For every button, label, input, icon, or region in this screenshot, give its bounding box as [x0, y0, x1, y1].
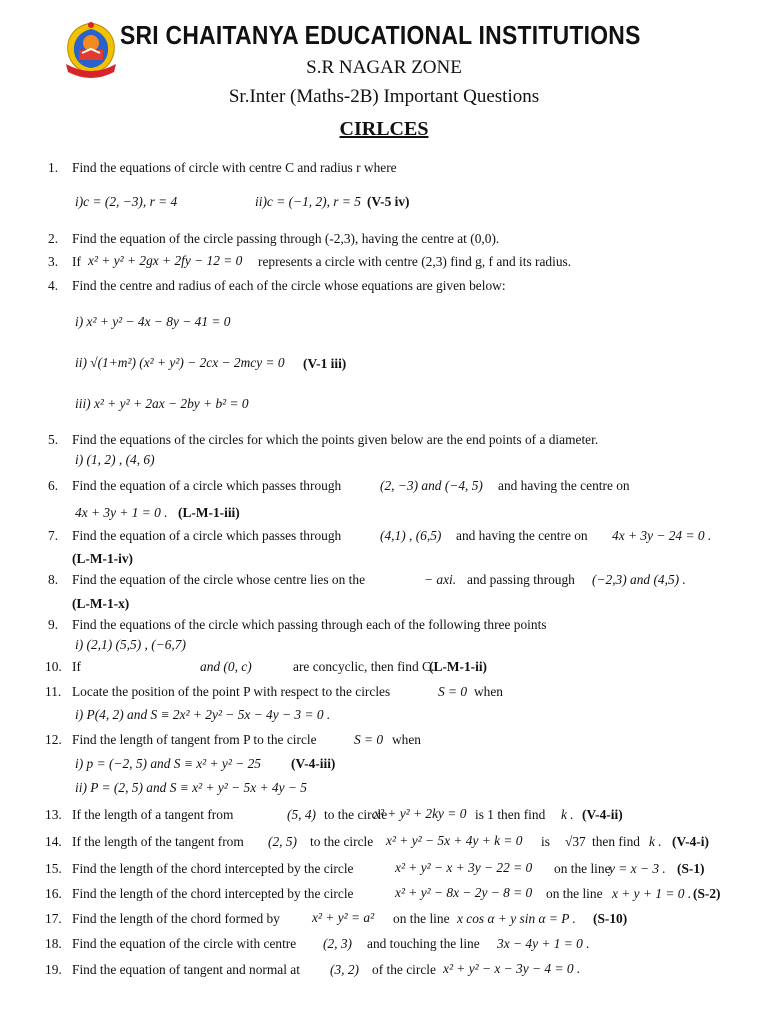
question-tag: (S-1) — [677, 861, 705, 876]
question-math: and (0, c) — [200, 659, 252, 674]
question-math: x² + y² − x + 3y − 22 = 0 — [395, 860, 533, 875]
question-text: and having the centre on — [456, 528, 588, 543]
question-number: 9. — [48, 617, 59, 632]
question-number: 2. — [48, 231, 59, 246]
question-math: x² + y² + 2ky = 0 — [374, 806, 467, 821]
question-text: Find the equations of the circle which passing through each of the following three points — [72, 617, 547, 632]
question-math: x² + y² − x − 3y − 4 = 0 . — [443, 961, 581, 976]
question-text: is 1 then find — [475, 807, 546, 822]
question-text: If the length of the tangent from — [72, 834, 244, 849]
question-math: 3x − 4y + 1 = 0 . — [497, 936, 590, 951]
question-math: − axi. — [424, 572, 457, 587]
question-text: Find the equation of the circle whose centre lies on the — [72, 572, 366, 587]
question-text: Find the equation of the circle with centre — [72, 936, 297, 951]
question-subpart: iii) x² + y² + 2ax − 2by + b² = 0 — [75, 396, 249, 411]
question-math: x² + y² − 8x − 2y − 8 = 0 — [395, 885, 533, 900]
question-subpart: ii) P = (2, 5) and S ≡ x² + y² − 5x + 4y − 5 — [75, 780, 307, 795]
question-math: 4x + 3y + 1 = 0 . — [75, 505, 168, 520]
question-text: when — [392, 732, 422, 747]
question-tag: (V-4-iii) — [291, 756, 336, 771]
question-math: (2, 3) — [323, 936, 353, 951]
question-text: Find the equation of a circle which passes through — [72, 528, 342, 543]
question-subpart: i) (1, 2) , (4, 6) — [75, 452, 155, 467]
question-number: 4. — [48, 278, 59, 293]
question-math: (3, 2) — [330, 962, 360, 977]
question-text: of the circle — [372, 962, 436, 977]
question-math: 4x + 3y − 24 = 0 . — [612, 528, 712, 543]
question-text: Locate the position of the point P with respect to the circles — [72, 684, 391, 699]
question-tag: (S-2) — [693, 886, 721, 901]
zone-title: S.R NAGAR ZONE — [306, 57, 462, 78]
question-subpart: ii) √(1+m²) (x² + y²) − 2cx − 2mcy = 0 — [75, 355, 285, 370]
question-number: 13. — [45, 807, 62, 822]
question-number: 16. — [45, 886, 62, 901]
subject-title: Sr.Inter (Maths-2B) Important Questions — [228, 86, 540, 107]
question-text: on the line — [554, 861, 611, 876]
question-text: Find the length of tangent from P to the circle — [72, 732, 317, 747]
question-text: represents a circle with centre (2,3) find g, f and its radius. — [258, 254, 572, 269]
question-number: 1. — [48, 160, 59, 175]
question-text: and having the centre on — [498, 478, 630, 493]
question-text: and touching the line — [367, 936, 480, 951]
question-math: x + y + 1 = 0 . — [612, 886, 692, 901]
question-math: (5, 4) — [287, 807, 317, 822]
question-number: 14. — [45, 834, 62, 849]
question-math: (2, 5) — [268, 834, 298, 849]
question-tag: (S-10) — [593, 911, 628, 926]
question-text: on the line — [546, 886, 603, 901]
topic-title: CIRLCES — [339, 118, 429, 140]
question-text: Find the length of the chord intercepted by the circle — [72, 861, 354, 876]
question-number: 15. — [45, 861, 62, 876]
question-text: Find the equation of the circle passing through (-2,3), having the centre at (0,0). — [72, 231, 500, 246]
question-tag: (V-1 iii) — [303, 356, 347, 371]
question-tag: (L-M-1-iii) — [178, 505, 240, 520]
question-number: 8. — [48, 572, 59, 587]
question-text: If — [72, 254, 81, 269]
question-text: to the circle — [324, 807, 388, 822]
question-math: x² + y² = a² — [312, 910, 375, 925]
question-text: If — [72, 659, 81, 674]
question-number: 7. — [48, 528, 59, 543]
question-number: 11. — [45, 684, 62, 699]
question-math: k . — [561, 807, 574, 822]
question-number: 17. — [45, 911, 62, 926]
question-tag: (L-M-1-x) — [72, 596, 130, 611]
question-tag: (L-M-1-ii) — [429, 659, 488, 674]
question-subpart: i) (2,1) (5,5) , (−6,7) — [75, 637, 186, 652]
question-tag: (L-M-1-iv) — [72, 551, 133, 566]
question-number: 3. — [48, 254, 59, 269]
question-math: (4,1) , (6,5) — [380, 528, 442, 543]
question-text: is — [541, 834, 550, 849]
question-subpart: i) x² + y² − 4x − 8y − 41 = 0 — [75, 314, 231, 329]
question-tag: (V-4-ii) — [582, 807, 623, 822]
question-text: Find the equation of a circle which passes through — [72, 478, 342, 493]
question-number: 5. — [48, 432, 59, 447]
question-math: y = x − 3 . — [609, 861, 666, 876]
question-text: then find — [592, 834, 640, 849]
question-math: S = 0 — [354, 732, 384, 747]
question-text: when — [474, 684, 504, 699]
question-number: 12. — [45, 732, 62, 747]
question-tag: (V-4-i) — [672, 834, 709, 849]
question-subpart: i) P(4, 2) and S ≡ 2x² + 2y² − 5x − 4y − 3 = 0 . — [75, 707, 331, 722]
question-number: 10. — [45, 659, 62, 674]
institution-name: SRI CHAITANYA EDUCATIONAL INSTITUTIONS — [120, 20, 641, 50]
question-text: and passing through — [467, 572, 575, 587]
question-math: S = 0 — [438, 684, 468, 699]
question-text: Find the length of the chord formed by — [72, 911, 280, 926]
question-math: x² + y² − 5x + 4y + k = 0 — [386, 833, 523, 848]
question-text: Find the equations of the circles for which the points given below are the end points of a diameter. — [72, 432, 599, 447]
question-math: x cos α + y sin α = P . — [457, 911, 576, 926]
question-text: Find the length of the chord intercepted by the circle — [72, 886, 354, 901]
question-number: 18. — [45, 936, 62, 951]
question-text: are concyclic, then find C. — [293, 659, 435, 674]
question-math: (−2,3) and (4,5) . — [592, 572, 686, 587]
question-subpart: i)c = (2, −3), r = 4 — [75, 194, 178, 209]
question-math: x² + y² + 2gx + 2fy − 12 = 0 — [88, 253, 243, 268]
question-number: 19. — [45, 962, 62, 977]
question-subpart: i) p = (−2, 5) and S ≡ x² + y² − 25 — [75, 756, 261, 771]
question-text: If the length of a tangent from — [72, 807, 234, 822]
question-text: Find the equation of tangent and normal at — [72, 962, 300, 977]
question-math: √37 — [565, 834, 586, 849]
question-tag: (V-5 iv) — [367, 194, 410, 209]
question-subpart: ii)c = (−1, 2), r = 5 — [255, 194, 361, 209]
question-math: (2, −3) and (−4, 5) — [380, 478, 483, 493]
question-text: on the line — [393, 911, 450, 926]
question-text: Find the centre and radius of each of the circle whose equations are given below: — [72, 278, 506, 293]
question-text: to the circle — [310, 834, 374, 849]
question-text: Find the equations of circle with centre C and radius r where — [72, 160, 397, 175]
question-math: k . — [649, 834, 662, 849]
question-number: 6. — [48, 478, 59, 493]
